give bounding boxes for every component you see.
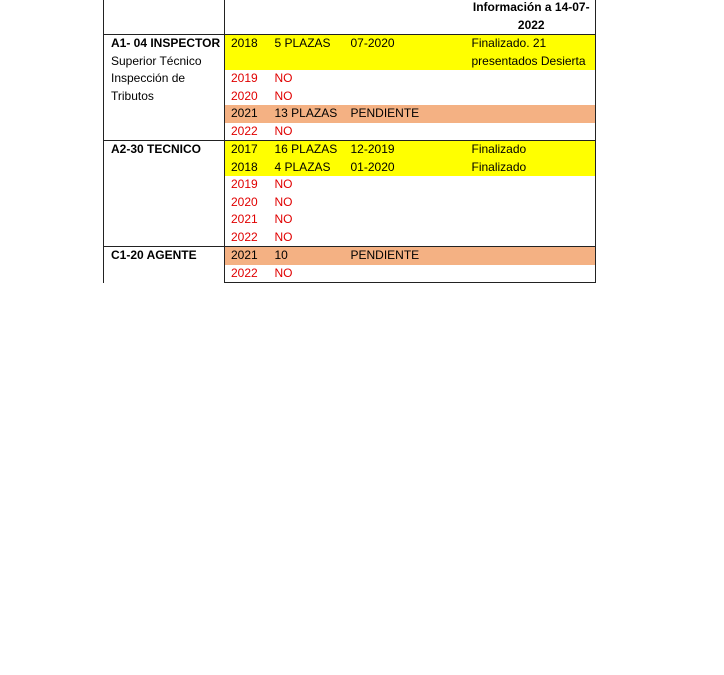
info-cell <box>466 105 596 123</box>
date-cell: 12-2019 <box>345 141 466 159</box>
table-row <box>104 141 596 159</box>
year-cell: 2019 <box>231 71 258 85</box>
info-cell <box>466 247 596 265</box>
header-cell-year <box>225 0 269 35</box>
date-cell: 01-2020 <box>345 159 466 177</box>
category-cell <box>104 35 225 141</box>
info-cell: Finalizado. 21 presentados Desierta <box>466 35 596 71</box>
year-cell: 2020 <box>231 194 258 209</box>
plazas-cell: NO <box>269 265 345 283</box>
info-cell <box>466 194 596 212</box>
header-cell-date <box>345 0 466 35</box>
info-cell: Finalizado <box>466 159 596 177</box>
plazas-cell: NO <box>274 123 293 138</box>
date-cell <box>345 70 466 88</box>
year-cell: 2022 <box>231 123 258 138</box>
date-cell <box>345 176 466 194</box>
date-cell <box>345 88 466 106</box>
category-code: A1- 04 INSPECTOR <box>111 36 221 50</box>
year-cell: 2017 <box>225 141 269 159</box>
date-cell <box>345 229 466 247</box>
info-cell <box>466 176 596 194</box>
info-cell <box>466 265 596 283</box>
info-cell <box>466 123 596 141</box>
plazas-cell: NO <box>274 194 293 209</box>
plazas-cell: NO <box>274 229 293 244</box>
plazas-cell: 16 PLAZAS <box>269 141 345 159</box>
year-cell: 2018 <box>225 35 269 71</box>
date-cell: PENDIENTE <box>345 105 466 123</box>
oposiciones-table <box>103 0 596 283</box>
year-cell: 2018 <box>225 159 269 177</box>
plazas-cell: NO <box>274 71 293 85</box>
date-cell <box>345 265 466 283</box>
category-code: C1-20 AGENTE <box>111 248 197 262</box>
date-cell <box>345 194 466 212</box>
plazas-cell: 5 PLAZAS <box>269 35 345 71</box>
category-cell <box>104 247 225 283</box>
plazas-cell: NO <box>274 177 293 191</box>
plazas-cell: 10 <box>269 247 345 265</box>
info-cell <box>466 229 596 247</box>
year-cell: 2021 <box>231 212 258 226</box>
table-row <box>104 247 596 265</box>
date-cell <box>345 211 466 229</box>
date-cell <box>345 123 466 141</box>
year-cell: 2019 <box>231 177 258 191</box>
year-cell: 2021 <box>225 247 269 265</box>
plazas-cell: 4 PLAZAS <box>269 159 345 177</box>
info-cell: Finalizado <box>466 141 596 159</box>
info-cell <box>466 70 596 88</box>
date-cell: 07-2020 <box>345 35 466 71</box>
date-cell: PENDIENTE <box>345 247 466 265</box>
header-row <box>104 0 596 35</box>
plazas-cell: 13 PLAZAS <box>269 105 345 123</box>
plazas-cell: NO <box>274 212 293 226</box>
year-cell: 2022 <box>225 265 269 283</box>
year-cell: 2020 <box>231 88 258 103</box>
table-row <box>104 35 596 71</box>
header-info-label: Información a 14-07-2022 <box>466 0 596 35</box>
info-cell <box>466 88 596 106</box>
year-cell: 2022 <box>231 229 258 244</box>
header-cell-category <box>104 0 225 35</box>
info-cell <box>466 211 596 229</box>
plazas-cell: NO <box>274 88 293 103</box>
year-cell: 2021 <box>225 105 269 123</box>
category-description: Superior Técnico Inspección de Tributos <box>111 53 202 103</box>
category-cell <box>104 141 225 247</box>
header-cell-plazas <box>269 0 345 35</box>
category-code: A2-30 TECNICO <box>111 142 202 156</box>
